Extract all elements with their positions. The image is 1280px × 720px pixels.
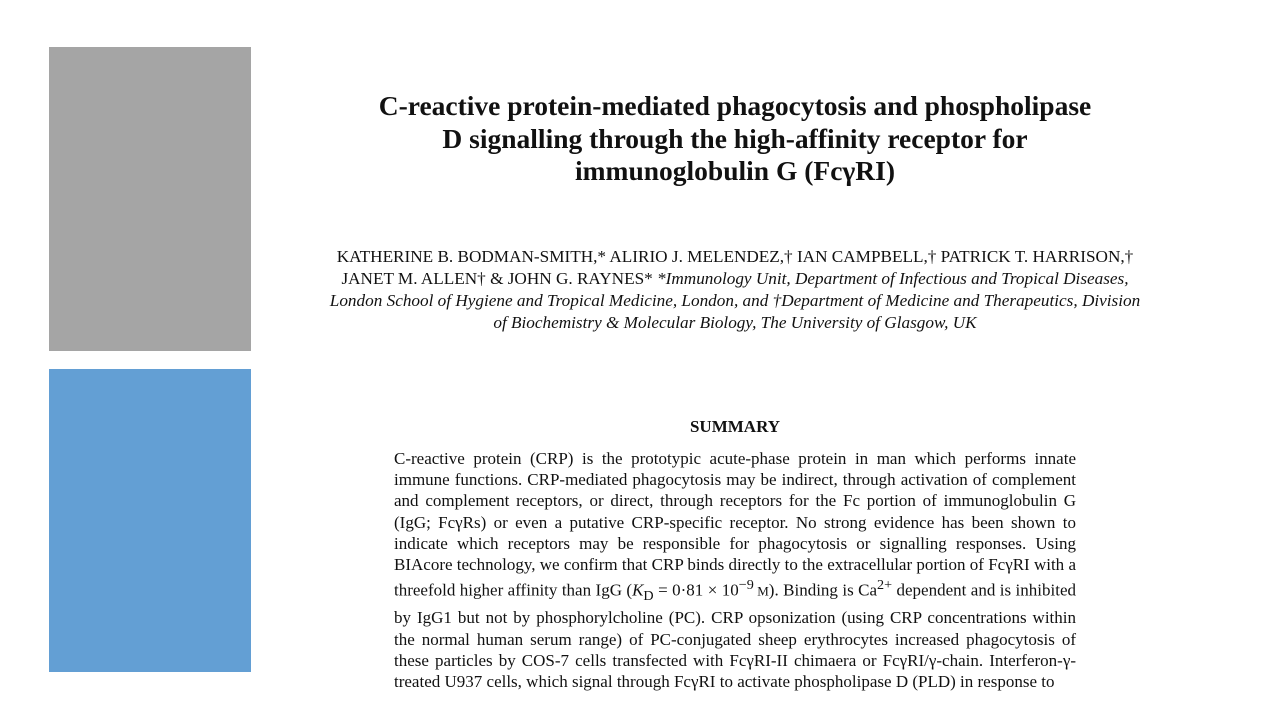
summary-heading: SUMMARY [689,417,781,436]
author-affiliation-block [322,246,1148,334]
author-list: KATHERINE B. BODMAN-SMITH,* ALIRIO J. MELENDEZ,† IAN CAMPBELL,† PATRICK T. HARRISON,† JANET M. ALLEN† & JOHN G. RAYNES* [336,247,1134,288]
calcium-charge: 2+ [877,577,893,594]
blue-placeholder-block [49,369,251,672]
kd-subscript: D [643,588,654,605]
kd-value: = 0·81 × 10 [653,580,739,600]
summary-paragraph [394,448,1076,692]
kd-exponent: −9 [738,577,754,594]
summary-text-part1: C-reactive protein (CRP) is the prototypic acute-phase protein in man which performs innate immune functions. CRP-mediated phagocytosis may be indirect, through activation of complement and complement receptors, or direct, through receptors for the Fc portion of immunoglobulin G (IgG; FcγRs) or even a putative CRP-specific receptor. No strong evidence has been shown to indicate which receptors may be responsible for phagocytosis or signalling responses. Using BIAcore technology, we confirm that CRP binds directly to the extracellular portion of FcγRI with a threefold higher affinity than IgG ( [394,449,1076,600]
summary-text-part2: ). Binding is Ca [768,580,878,600]
gray-placeholder-block [49,47,251,351]
kd-unit: M [753,583,769,599]
paper-title: C-reactive protein-mediated phagocytosis and phospholipase D signalling through the high-affinity receptor for immunoglobulin G (FcγRI) [378,90,1092,186]
summary-text-part3: dependent and is inhibited by IgG1 but not by phosphorylcholine (PC). CRP opsonization (using CRP concentrations within the normal human serum range) of PC-conjugated sheep erythrocytes increased phagocytosis of these particles by COS-7 cells transfected with FcγRI-II chimaera or FcγRI/γ-chain. Interferon-γ-treated U937 cells, which signal through FcγRI to activate phospholipase D (PLD) in response to [394,580,1076,692]
kd-symbol: K [632,580,644,600]
summary-viewport [394,448,1076,692]
affiliation-list: *Immunology Unit, Department of Infectious and Tropical Diseases, London School of Hygiene and Tropical Medicine, London, and †Department of Medicine and Therapeutics, Division of Biochemistry & Molecular Biology, The University of Glasgow, UK [329,269,1141,332]
